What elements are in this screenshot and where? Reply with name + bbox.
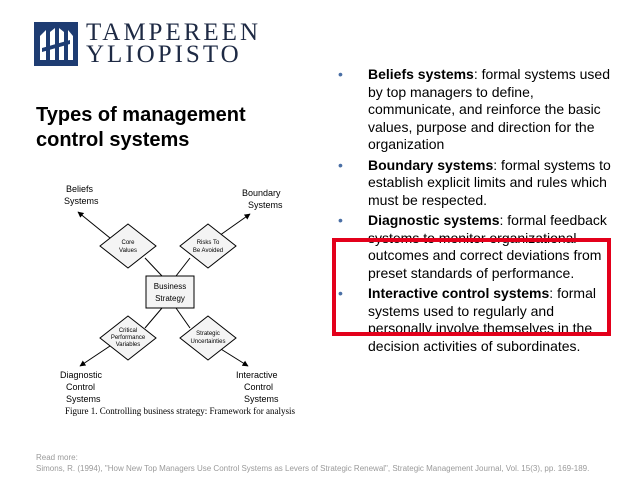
node-boundary-line1: Boundary [242,188,281,198]
list-item-boundary [338,157,613,210]
node-strategic-line2: Uncertainties [190,339,226,345]
node-center-line2: Strategy [155,294,185,303]
term-beliefs: Beliefs systems [368,66,474,82]
diamond-risks [180,224,236,268]
node-boundary-line2: Systems [248,200,283,210]
figure-caption: Figure 1. Controlling business strategy: Framework for analysis [65,406,295,416]
desc-beliefs: : formal systems used by top managers to define, communicate, and reinforce the basic values, purpose and direction for the organization [368,66,610,152]
node-diagnostic-line3: Systems [66,394,101,404]
term-diagnostic: Diagnostic systems [368,212,500,228]
desc-diagnostic: : formal feedback systems to monitor organizational outcomes and correct deviations from preset standards of performance. [368,212,607,281]
diagnostic-highlight-box [332,238,611,336]
slide-title: Types of management control systems [36,104,246,151]
footnote-label: Read more: [36,453,78,462]
node-beliefs-line1: Beliefs [66,184,94,194]
node-beliefs-line2: Systems [64,196,99,206]
university-logo [34,19,261,68]
bullet-icon: • [338,66,343,82]
term-interactive: Interactive control systems [368,285,550,301]
university-name-line2: YLIOPISTO [86,41,242,68]
university-name-line1: TAMPEREEN [86,19,261,46]
bullet-icon: • [338,156,343,173]
university-emblem-icon [34,22,78,66]
node-core-values-line1: Core [121,240,135,246]
node-strategic-line1: Strategic [196,331,220,337]
node-core-values-line2: Values [119,248,137,254]
node-critical-line3: Variables [115,342,141,348]
node-interactive-line1: Interactive [236,370,278,380]
control-framework-diagram [50,180,290,420]
node-diagnostic-line1: Diagnostic [60,370,103,380]
node-risks-line1: Risks To [196,240,220,246]
node-diagnostic-line2: Control [66,382,96,392]
node-critical-line2: Performance [110,335,146,341]
diagram-canvas [50,180,290,420]
footnote-citation: Simons, R. (1994), "How New Top Managers Use Control Systems as Levers of Strategic Renewal", Strategic Management Journal, Vol. 15(3), pp. 169-189. [36,464,590,473]
bullet-icon: • [338,212,343,228]
university-name [86,19,261,68]
desc-interactive: : formal systems used to regularly and personally involve themselves in the decision activities of subordinates. [368,285,596,354]
reference-footnote [36,452,589,474]
node-interactive-line3: Systems [244,394,279,404]
list-item-beliefs [338,66,613,154]
bullet-icon: • [338,285,343,301]
node-critical-line1: Critical [118,328,138,334]
node-risks-line2: Be Avoided [192,248,224,254]
center-box [146,276,194,308]
node-center-line1: Business [153,282,187,291]
desc-boundary: : formal systems to establish explicit limits and rules which must be respected. [368,156,611,208]
node-interactive-line2: Control [244,382,274,392]
term-boundary: Boundary systems [368,156,494,173]
